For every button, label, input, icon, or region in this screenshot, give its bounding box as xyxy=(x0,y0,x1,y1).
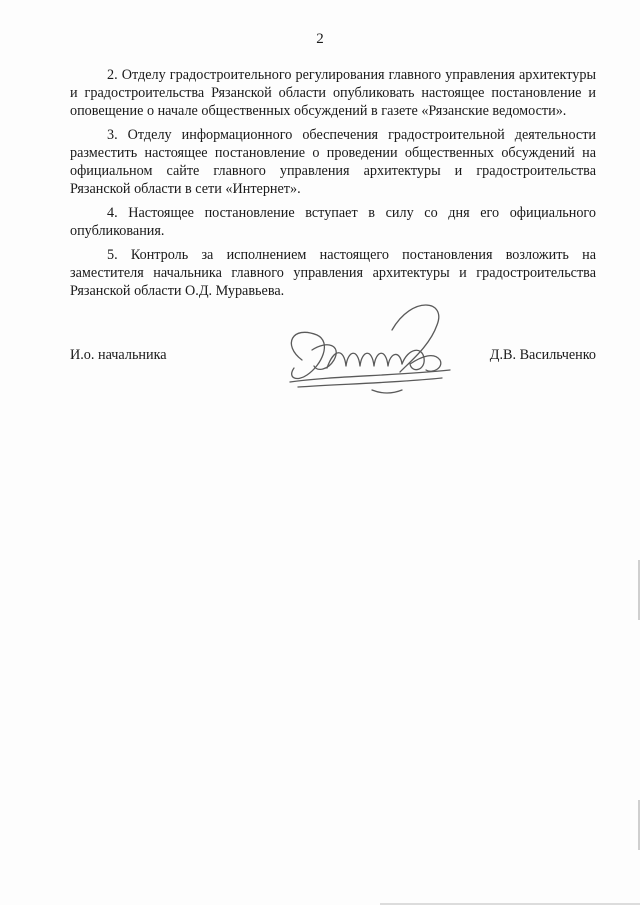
document-body xyxy=(70,66,596,306)
paragraph-2: 2. Отделу градостроительного регулирования главного управления архитектуры и градостроительства Рязанской области опубликовать настоящее постановление и оповещение о начале общественных обсуждений в газете «Рязанские ведомости». xyxy=(70,67,596,119)
paragraph-5: 5. Контроль за исполнением настоящего постановления возложить на заместителя начальника главного управления архитектуры и градостроительства Рязанской области О.Д. Муравьева. xyxy=(70,247,596,299)
page-number: 2 xyxy=(316,31,324,47)
handwritten-signature xyxy=(272,290,472,410)
paragraph-4: 4. Настоящее постановление вступает в силу со дня его официального опубликования. xyxy=(70,205,596,239)
signatory-title: И.о. начальника xyxy=(70,347,167,363)
signatory-name: Д.В. Васильченко xyxy=(489,347,596,363)
paragraph-3: 3. Отделу информационного обеспечения градостроительной деятельности разместить настоящее постановление о проведении общественных обсуждений на официальном сайте главного управления архитектуры и градостроительства Рязанской области в сети «Интернет». xyxy=(70,127,596,197)
